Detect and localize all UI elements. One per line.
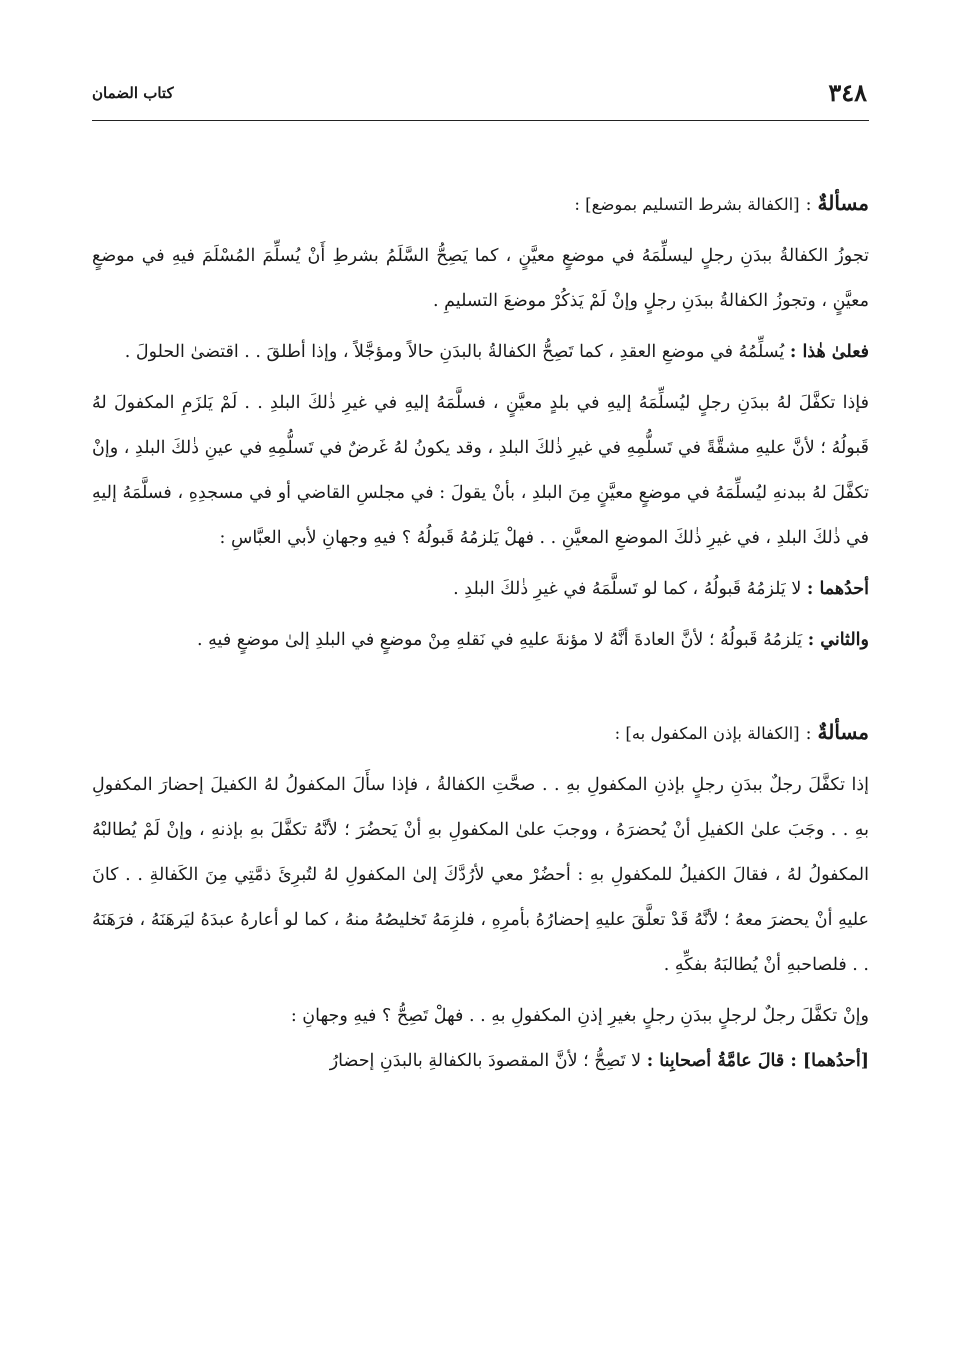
- paragraph-text: يُسلِّمُهُ في موضعِ العقدِ ، كما تَصِحُّ الكفالةُ بالبدَنِ حالاً ومؤجَّلاً ، وإذا أطلقَ . . اقتضىٰ الحلولَ .: [124, 342, 785, 362]
- paragraph-text: فإذا تكفَّلَ لهُ ببدَنِ رجلٍ ليُسلِّمَهُ إليهِ في بلدٍ معيَّنٍ ، فسلَّمَهُ إليهِ في غيرِ ذٰلكَ البلدِ . . لَمْ يَلزَمِ المكفولَ لهُ قَبولُهُ ؛ لأنَّ عليهِ مشقَّةً في تَسلُّمِهِ في غيرِ ذٰلكَ البلدِ ، وقد يكونُ لهُ غَرضٌ في تَسلُّمِهِ في عينِ ذٰلكَ البلدِ ، وإنْ تكفَّلَ لهُ ببدنهِ ليُسلِّمَهُ في موضعٍ معيَّنٍ مِنَ البلدِ ، بأنْ يقولَ : في مجلسِ القاضي أو في مسجدِهِ ، فسلَّمَهُ إليهِ في ذٰلكَ البلدِ ، في غيرِ ذٰلكَ الموضعِ المعيَّنِ . . فهلْ يَلزمُهُ قَبولُهُ ؟ فيهِ وجهانِ لأبي العبَّاسِ :: [92, 393, 869, 548]
- paragraph-text: وإنْ تكفَّلَ رجلٌ لرجلٍ ببدَنِ رجلٍ بغيرِ إذنِ المكفولِ بهِ . . فهلْ تَصِحُّ ؟ فيهِ وجهانِ :: [290, 1006, 869, 1026]
- paragraph: [92, 381, 869, 561]
- page-body: [92, 180, 869, 1088]
- section-masala-2: [92, 709, 869, 1084]
- paragraph: [92, 234, 869, 324]
- heading-title: [الكفالة بإذن المكفول به] :: [614, 724, 800, 743]
- page-number: ٣٤٨: [828, 78, 867, 107]
- paragraph-text: إذا تكفَّلَ رجلٌ ببدَنِ رجلٍ بإذنِ المكفولِ بهِ . . صحَّتِ الكفالةُ ، فإذا سأَلَ المكفولُ لهُ الكفيلَ إحضارَ المكفولِ بهِ . . وجَبَ علىٰ الكفيلِ أنْ يُحضرَهُ ، ووجبَ علىٰ المكفولِ بهِ أنْ يَحضُرَ ؛ لأنَّهُ تكفَّلَ بهِ بإذنهِ ، وإنْ لَمْ يُطالبْهُ المكفولُ لهُ ، فقالَ الكفيلُ للمكفولِ بهِ : أحضُرْ معي لأرُدَّكَ إلىٰ المكفولِ لهُ لتُبرِئَ ذمَّتِي مِنَ الكَفالةِ . . كانَ عليهِ أنْ يحضرَ معهُ ؛ لأنَّهُ قَدْ تعلَّقَ عليهِ إحضارُهُ بأمرِهِ ، فلزِمَهُ تَخليصُهُ منهُ ، كما لو أعارهُ عبدَهُ ليَرهَنَهُ ، فرَهَنَهُ . . فلصاحبهِ أنْ يُطالبَهُ بفكِّهِ .: [92, 775, 869, 975]
- heading-colon: :: [805, 195, 812, 215]
- paragraph-lead: [أحدُهما] : قالَ عامَّةُ أصحابِنا :: [646, 1051, 869, 1071]
- page-header: [92, 78, 869, 108]
- paragraph-lead: أحدُهما :: [806, 579, 869, 599]
- paragraph-text: لا تَصِحُّ ؛ لأنَّ المقصودَ بالكفالةِ بالبدَنِ إحضارُ: [329, 1051, 642, 1071]
- header-rule: [92, 120, 869, 121]
- paragraph-text: يَلزمُهُ قَبولُهُ ؛ لأنَّ العادةَ أنَّهُ لا مؤنةَ عليهِ في نَقلهِ مِنْ موضعٍ في البلدِ إلىٰ موضعٍ فيهِ .: [197, 630, 803, 650]
- section-masala-1: [92, 180, 869, 663]
- heading-word: مسألةٌ: [817, 191, 869, 215]
- paragraph-lead: فعلىٰ هٰذا :: [789, 342, 869, 362]
- paragraph: [92, 763, 869, 988]
- heading-word: مسألةٌ: [817, 720, 869, 744]
- paragraph: [92, 618, 869, 663]
- paragraph: [92, 994, 869, 1039]
- paragraph-text: لا يَلزمُهُ قَبولُهُ ، كما لو تَسلَّمَهُ في غيرِ ذٰلكَ البلدِ .: [453, 579, 802, 599]
- paragraph: [92, 1039, 869, 1084]
- heading-colon: :: [805, 724, 812, 744]
- heading-title: [الكفالة بشرط التسليم بموضع] :: [574, 195, 800, 214]
- paragraph: [92, 330, 869, 375]
- running-title: كتاب الضمان: [92, 84, 174, 102]
- section-heading: [92, 180, 869, 228]
- paragraph-text: تجوزُ الكفالةُ ببدَنِ رجلٍ ليسلِّمَهُ في موضعٍ معيَّنٍ ، كما يَصِحُّ السَّلَمُ بشرطِ أَنْ يُسلِّمَ المُسْلَمَ فيهِ في موضعٍ معيَّنٍ ، وتجوزُ الكفالةُ ببدَنِ رجلٍ وإنْ لَمْ يَذكُرْ موضعَ التسليمِ .: [92, 246, 869, 311]
- book-page: [92, 0, 869, 1365]
- paragraph: [92, 567, 869, 612]
- paragraph-lead: والثاني :: [807, 630, 869, 650]
- section-heading: [92, 709, 869, 757]
